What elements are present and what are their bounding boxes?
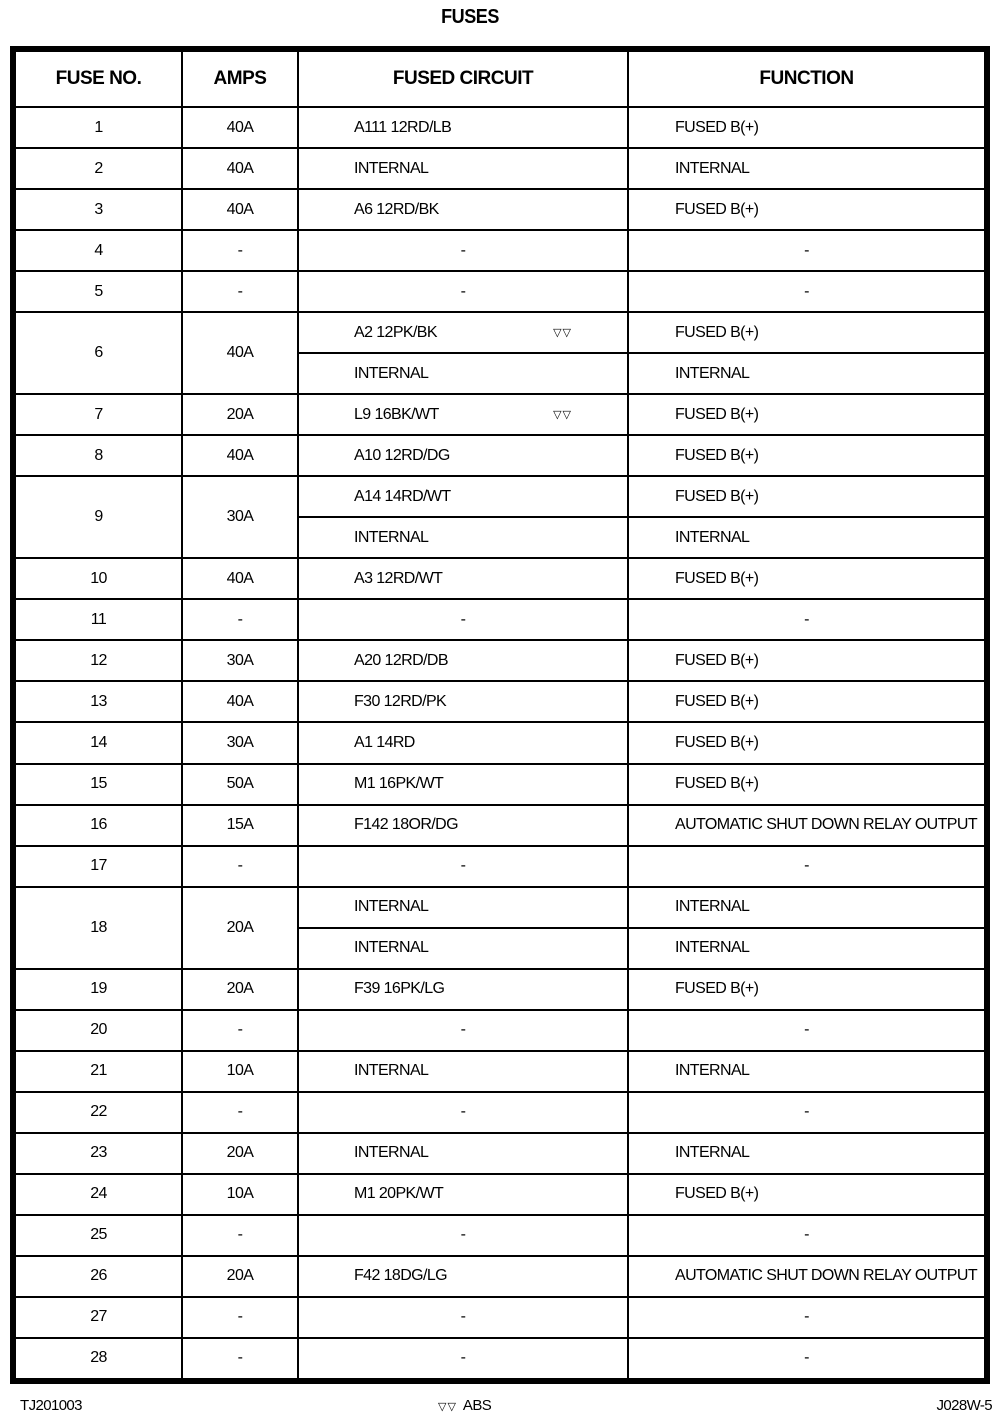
fused-circuit bbox=[298, 805, 628, 846]
fused-circuit bbox=[298, 271, 628, 312]
fuse-amps: - bbox=[182, 1010, 298, 1051]
diagram-code: J028W-5 bbox=[936, 1397, 992, 1414]
fuse-number: 13 bbox=[15, 681, 182, 722]
fuse-amps: 40A bbox=[182, 189, 298, 230]
fuse-function: - bbox=[628, 846, 985, 887]
fused-circuit bbox=[298, 1051, 628, 1092]
fuse-number: 17 bbox=[15, 846, 182, 887]
table-row bbox=[15, 681, 985, 722]
fuse-amps: 20A bbox=[182, 1133, 298, 1174]
fuse-number: 2 bbox=[15, 148, 182, 189]
header-fused-circuit: FUSED CIRCUIT bbox=[298, 51, 628, 107]
fused-circuit-label: INTERNAL bbox=[354, 1144, 429, 1162]
fused-circuit bbox=[298, 887, 628, 928]
fused-circuit bbox=[298, 558, 628, 599]
fuse-amps: 10A bbox=[182, 1174, 298, 1215]
fused-circuit bbox=[298, 517, 628, 558]
fuse-amps: - bbox=[182, 271, 298, 312]
table-row bbox=[15, 1092, 985, 1133]
fused-circuit bbox=[298, 722, 628, 763]
fuse-number: 11 bbox=[15, 599, 182, 640]
header-function: FUNCTION bbox=[628, 51, 985, 107]
fused-circuit bbox=[298, 1092, 628, 1133]
table-row bbox=[15, 230, 985, 271]
fused-circuit bbox=[298, 189, 628, 230]
fuse-number: 22 bbox=[15, 1092, 182, 1133]
fuse-number: 25 bbox=[15, 1215, 182, 1256]
page-title: FUSES bbox=[441, 6, 499, 28]
fuse-function: - bbox=[628, 1092, 985, 1133]
table-row bbox=[15, 887, 985, 928]
fused-circuit-label: INTERNAL bbox=[354, 159, 429, 177]
fuse-function: FUSED B(+) bbox=[628, 189, 985, 230]
fused-circuit-label: INTERNAL bbox=[354, 1062, 429, 1080]
fuse-number: 18 bbox=[15, 887, 182, 969]
fuse-number: 27 bbox=[15, 1297, 182, 1338]
fuse-function: FUSED B(+) bbox=[628, 681, 985, 722]
table-row bbox=[15, 312, 985, 353]
fuse-amps: 50A bbox=[182, 764, 298, 805]
fuse-number: 20 bbox=[15, 1010, 182, 1051]
fused-circuit bbox=[298, 969, 628, 1010]
fused-circuit-label: - bbox=[460, 857, 466, 875]
fuse-amps: 20A bbox=[182, 394, 298, 435]
fuse-amps: 20A bbox=[182, 1256, 298, 1297]
fused-circuit bbox=[298, 1256, 628, 1297]
figure-id: TJ201003 bbox=[20, 1397, 82, 1414]
table-row bbox=[15, 764, 985, 805]
fused-circuit bbox=[298, 435, 628, 476]
fuse-amps: 40A bbox=[182, 107, 298, 148]
fuse-number: 8 bbox=[15, 435, 182, 476]
fused-circuit bbox=[298, 394, 628, 435]
fuse-table-body bbox=[15, 107, 985, 1379]
fused-circuit-label: M1 20PK/WT bbox=[354, 1185, 444, 1203]
fused-circuit bbox=[298, 1133, 628, 1174]
fuse-function: - bbox=[628, 599, 985, 640]
fused-circuit bbox=[298, 1215, 628, 1256]
fused-circuit-label: - bbox=[460, 610, 466, 628]
table-row bbox=[15, 1297, 985, 1338]
fused-circuit-label: A111 12RD/LB bbox=[354, 118, 452, 136]
fuse-function: FUSED B(+) bbox=[628, 394, 985, 435]
table-row bbox=[15, 558, 985, 599]
fuse-function: - bbox=[628, 1010, 985, 1051]
table-row bbox=[15, 1133, 985, 1174]
fuse-amps: 40A bbox=[182, 148, 298, 189]
fuse-amps: 40A bbox=[182, 435, 298, 476]
fused-circuit bbox=[298, 928, 628, 969]
fuse-amps: 20A bbox=[182, 887, 298, 969]
table-row bbox=[15, 189, 985, 230]
fused-circuit bbox=[298, 681, 628, 722]
fuse-function: FUSED B(+) bbox=[628, 107, 985, 148]
fused-circuit-label: INTERNAL bbox=[354, 528, 429, 546]
fuse-function: INTERNAL bbox=[628, 928, 985, 969]
fuse-function: - bbox=[628, 271, 985, 312]
fused-circuit-label: INTERNAL bbox=[354, 898, 429, 916]
fused-circuit bbox=[298, 353, 628, 394]
table-row bbox=[15, 107, 985, 148]
fuse-function: - bbox=[628, 230, 985, 271]
table-row bbox=[15, 599, 985, 640]
fused-circuit-label: - bbox=[460, 1103, 466, 1121]
fuse-function: AUTOMATIC SHUT DOWN RELAY OUTPUT bbox=[628, 1256, 985, 1297]
fuse-function: FUSED B(+) bbox=[628, 1174, 985, 1215]
abs-marker-icon: ▽▽ bbox=[553, 408, 572, 421]
fuse-number: 9 bbox=[15, 476, 182, 558]
fused-circuit-label: F142 18OR/DG bbox=[354, 816, 458, 834]
fuse-amps: - bbox=[182, 1215, 298, 1256]
table-row bbox=[15, 846, 985, 887]
fused-circuit-label: F30 12RD/PK bbox=[354, 692, 447, 710]
fused-circuit-label: L9 16BK/WT bbox=[354, 405, 439, 423]
table-row bbox=[15, 1338, 985, 1379]
fuse-function: AUTOMATIC SHUT DOWN RELAY OUTPUT bbox=[628, 805, 985, 846]
fuse-function: FUSED B(+) bbox=[628, 558, 985, 599]
fuse-number: 26 bbox=[15, 1256, 182, 1297]
fuse-amps: 20A bbox=[182, 969, 298, 1010]
fuse-amps: 40A bbox=[182, 681, 298, 722]
fused-circuit bbox=[298, 1297, 628, 1338]
fused-circuit bbox=[298, 107, 628, 148]
fuse-number: 19 bbox=[15, 969, 182, 1010]
fused-circuit bbox=[298, 312, 628, 353]
fuse-number: 4 bbox=[15, 230, 182, 271]
table-row bbox=[15, 271, 985, 312]
fuse-amps: 10A bbox=[182, 1051, 298, 1092]
fuse-number: 21 bbox=[15, 1051, 182, 1092]
fuse-function: FUSED B(+) bbox=[628, 435, 985, 476]
fused-circuit-label: M1 16PK/WT bbox=[354, 775, 444, 793]
fuse-amps: - bbox=[182, 846, 298, 887]
table-header-row bbox=[15, 51, 985, 107]
fuse-number: 10 bbox=[15, 558, 182, 599]
fuse-function: INTERNAL bbox=[628, 148, 985, 189]
fused-circuit bbox=[298, 1010, 628, 1051]
header-amps: AMPS bbox=[182, 51, 298, 107]
fuse-function: - bbox=[628, 1338, 985, 1379]
fused-circuit bbox=[298, 1338, 628, 1379]
fused-circuit bbox=[298, 148, 628, 189]
fuse-function: - bbox=[628, 1215, 985, 1256]
abs-marker-icon: ▽▽ bbox=[553, 326, 572, 339]
fuse-number: 16 bbox=[15, 805, 182, 846]
fused-circuit-label: - bbox=[460, 241, 466, 259]
fused-circuit-label: F42 18DG/LG bbox=[354, 1267, 448, 1285]
fused-circuit bbox=[298, 476, 628, 517]
fused-circuit bbox=[298, 640, 628, 681]
table-row bbox=[15, 969, 985, 1010]
fused-circuit-label: INTERNAL bbox=[354, 939, 429, 957]
table-row bbox=[15, 394, 985, 435]
fuse-function: FUSED B(+) bbox=[628, 476, 985, 517]
table-row bbox=[15, 435, 985, 476]
fused-circuit-label: - bbox=[460, 1021, 466, 1039]
fused-circuit-label: F39 16PK/LG bbox=[354, 980, 445, 998]
fuse-function: - bbox=[628, 1297, 985, 1338]
fuse-number: 24 bbox=[15, 1174, 182, 1215]
fuse-number: 6 bbox=[15, 312, 182, 394]
fuse-table bbox=[10, 46, 990, 1384]
fuse-function: INTERNAL bbox=[628, 1133, 985, 1174]
abs-legend-label: ABS bbox=[462, 1397, 492, 1414]
fuse-number: 7 bbox=[15, 394, 182, 435]
fuse-number: 23 bbox=[15, 1133, 182, 1174]
fuse-number: 1 bbox=[15, 107, 182, 148]
fuse-function: INTERNAL bbox=[628, 517, 985, 558]
fused-circuit bbox=[298, 230, 628, 271]
fuse-function: FUSED B(+) bbox=[628, 969, 985, 1010]
fused-circuit bbox=[298, 846, 628, 887]
fuse-function: FUSED B(+) bbox=[628, 722, 985, 763]
fuse-function: INTERNAL bbox=[628, 887, 985, 928]
fuse-amps: - bbox=[182, 1092, 298, 1133]
fused-circuit-label: INTERNAL bbox=[354, 364, 429, 382]
fuse-number: 15 bbox=[15, 764, 182, 805]
fused-circuit-label: - bbox=[460, 1349, 466, 1367]
fuse-number: 5 bbox=[15, 271, 182, 312]
table-row bbox=[15, 1010, 985, 1051]
fuse-amps: 30A bbox=[182, 640, 298, 681]
fuse-amps: 15A bbox=[182, 805, 298, 846]
fuse-number: 12 bbox=[15, 640, 182, 681]
fuse-function: FUSED B(+) bbox=[628, 764, 985, 805]
fuse-amps: - bbox=[182, 1338, 298, 1379]
fused-circuit-label: A2 12PK/BK bbox=[354, 323, 437, 341]
fuse-function: FUSED B(+) bbox=[628, 312, 985, 353]
table-row bbox=[15, 1051, 985, 1092]
fuse-function: FUSED B(+) bbox=[628, 640, 985, 681]
fused-circuit-label: A20 12RD/DB bbox=[354, 651, 448, 669]
fuse-function: INTERNAL bbox=[628, 1051, 985, 1092]
fuse-number: 14 bbox=[15, 722, 182, 763]
fused-circuit-label: A1 14RD bbox=[354, 733, 415, 751]
abs-legend bbox=[438, 1397, 491, 1414]
table-row bbox=[15, 1174, 985, 1215]
fuse-amps: 30A bbox=[182, 722, 298, 763]
fused-circuit-label: A10 12RD/DG bbox=[354, 446, 450, 464]
fuse-amps: - bbox=[182, 1297, 298, 1338]
fuse-amps: 30A bbox=[182, 476, 298, 558]
table-row bbox=[15, 1256, 985, 1297]
fused-circuit bbox=[298, 764, 628, 805]
fused-circuit-label: A14 14RD/WT bbox=[354, 487, 451, 505]
fuse-amps: 40A bbox=[182, 312, 298, 394]
table-row bbox=[15, 805, 985, 846]
fused-circuit-label: - bbox=[460, 282, 466, 300]
fused-circuit-label: - bbox=[460, 1226, 466, 1244]
abs-legend-icon: ▽▽ bbox=[438, 1401, 457, 1413]
fused-circuit-label: A6 12RD/BK bbox=[354, 200, 439, 218]
table-row bbox=[15, 148, 985, 189]
fuse-number: 28 bbox=[15, 1338, 182, 1379]
header-fuse-no: FUSE NO. bbox=[15, 51, 182, 107]
fuse-function: INTERNAL bbox=[628, 353, 985, 394]
fused-circuit bbox=[298, 599, 628, 640]
table-row bbox=[15, 640, 985, 681]
fused-circuit-label: - bbox=[460, 1308, 466, 1326]
fuse-amps: - bbox=[182, 230, 298, 271]
fused-circuit bbox=[298, 1174, 628, 1215]
table-row bbox=[15, 1215, 985, 1256]
table-row bbox=[15, 476, 985, 517]
fuse-amps: 40A bbox=[182, 558, 298, 599]
fused-circuit-label: A3 12RD/WT bbox=[354, 569, 443, 587]
table-row bbox=[15, 722, 985, 763]
fuse-amps: - bbox=[182, 599, 298, 640]
fuse-number: 3 bbox=[15, 189, 182, 230]
